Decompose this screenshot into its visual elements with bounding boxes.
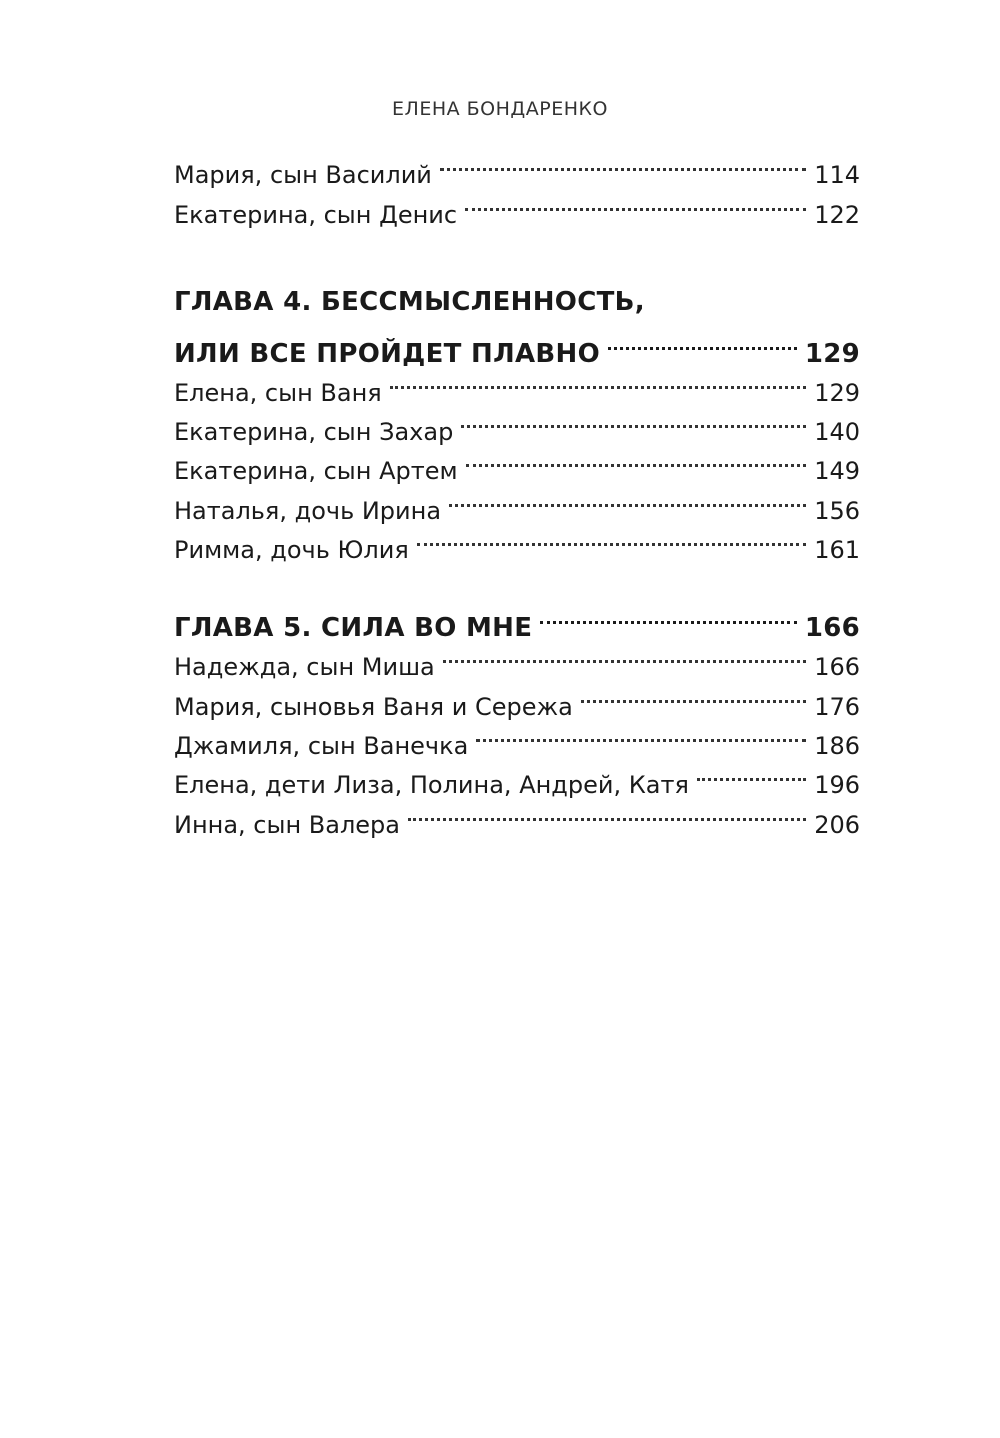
dot-leader bbox=[540, 596, 797, 636]
chapter-5-page: 166 bbox=[804, 613, 860, 644]
toc-entry-title: Елена, дети Лиза, Полина, Андрей, Катя bbox=[174, 771, 689, 800]
toc-entry-page: 114 bbox=[814, 161, 860, 190]
chapter-4-heading bbox=[174, 322, 860, 369]
chapter-4-page: 129 bbox=[804, 338, 860, 369]
dot-leader bbox=[390, 362, 806, 401]
toc-entry-title: Инна, сын Валера bbox=[174, 810, 400, 839]
toc-entry-page: 161 bbox=[814, 536, 860, 565]
table-of-contents bbox=[174, 144, 860, 839]
dot-leader bbox=[465, 183, 806, 222]
toc-entry-page: 140 bbox=[814, 418, 860, 447]
toc-entry-title: Наталья, дочь Ирина bbox=[174, 496, 442, 525]
dot-leader bbox=[466, 440, 807, 479]
toc-entry-title: Елена, сын Ваня bbox=[174, 378, 382, 407]
toc-entry-page: 122 bbox=[814, 200, 860, 229]
dot-leader bbox=[581, 675, 806, 714]
toc-entry-title: Надежда, сын Миша bbox=[174, 653, 435, 682]
toc-entry-title: Мария, сын Василий bbox=[174, 161, 432, 190]
toc-entry-page: 206 bbox=[814, 810, 860, 839]
toc-entry-page: 186 bbox=[814, 731, 860, 760]
toc-entry-title: Джамиля, сын Ванечка bbox=[174, 731, 469, 760]
dot-leader bbox=[449, 479, 806, 518]
toc-entry-page: 166 bbox=[814, 653, 860, 682]
chapter-5-heading bbox=[174, 596, 860, 644]
toc-entry-page: 129 bbox=[814, 378, 860, 407]
dot-leader bbox=[443, 636, 806, 675]
dot-leader bbox=[476, 715, 806, 754]
toc-entry-title: Екатерина, сын Захар bbox=[174, 418, 454, 447]
toc-entry-page: 176 bbox=[814, 692, 860, 721]
toc-entry-title: Екатерина, сын Денис bbox=[174, 200, 458, 229]
chapter-5-title: ГЛАВА 5. СИЛА ВО МНЕ bbox=[174, 613, 533, 644]
toc-entry-title: Екатерина, сын Артем bbox=[174, 457, 458, 486]
dot-leader bbox=[417, 519, 806, 558]
chapter-4-heading-line1: ГЛАВА 4. БЕССМЫСЛЕННОСТЬ, bbox=[174, 286, 645, 317]
dot-leader bbox=[697, 754, 806, 793]
toc-entry-title: Римма, дочь Юлия bbox=[174, 536, 409, 565]
toc-entry-page: 156 bbox=[814, 496, 860, 525]
dot-leader bbox=[408, 793, 806, 832]
chapter-4-heading-line2: ИЛИ ВСЕ ПРОЙДЕТ ПЛАВНО bbox=[174, 338, 601, 369]
dot-leader bbox=[608, 322, 797, 362]
dot-leader bbox=[461, 401, 806, 440]
dot-leader bbox=[440, 144, 806, 183]
toc-entry-title: Мария, сыновья Ваня и Сережа bbox=[174, 692, 573, 721]
running-header: ЕЛЕНА БОНДАРЕНКО bbox=[392, 98, 608, 120]
toc-entry-page: 149 bbox=[814, 457, 860, 486]
toc-entry-page: 196 bbox=[814, 771, 860, 800]
toc-entry bbox=[174, 144, 860, 190]
